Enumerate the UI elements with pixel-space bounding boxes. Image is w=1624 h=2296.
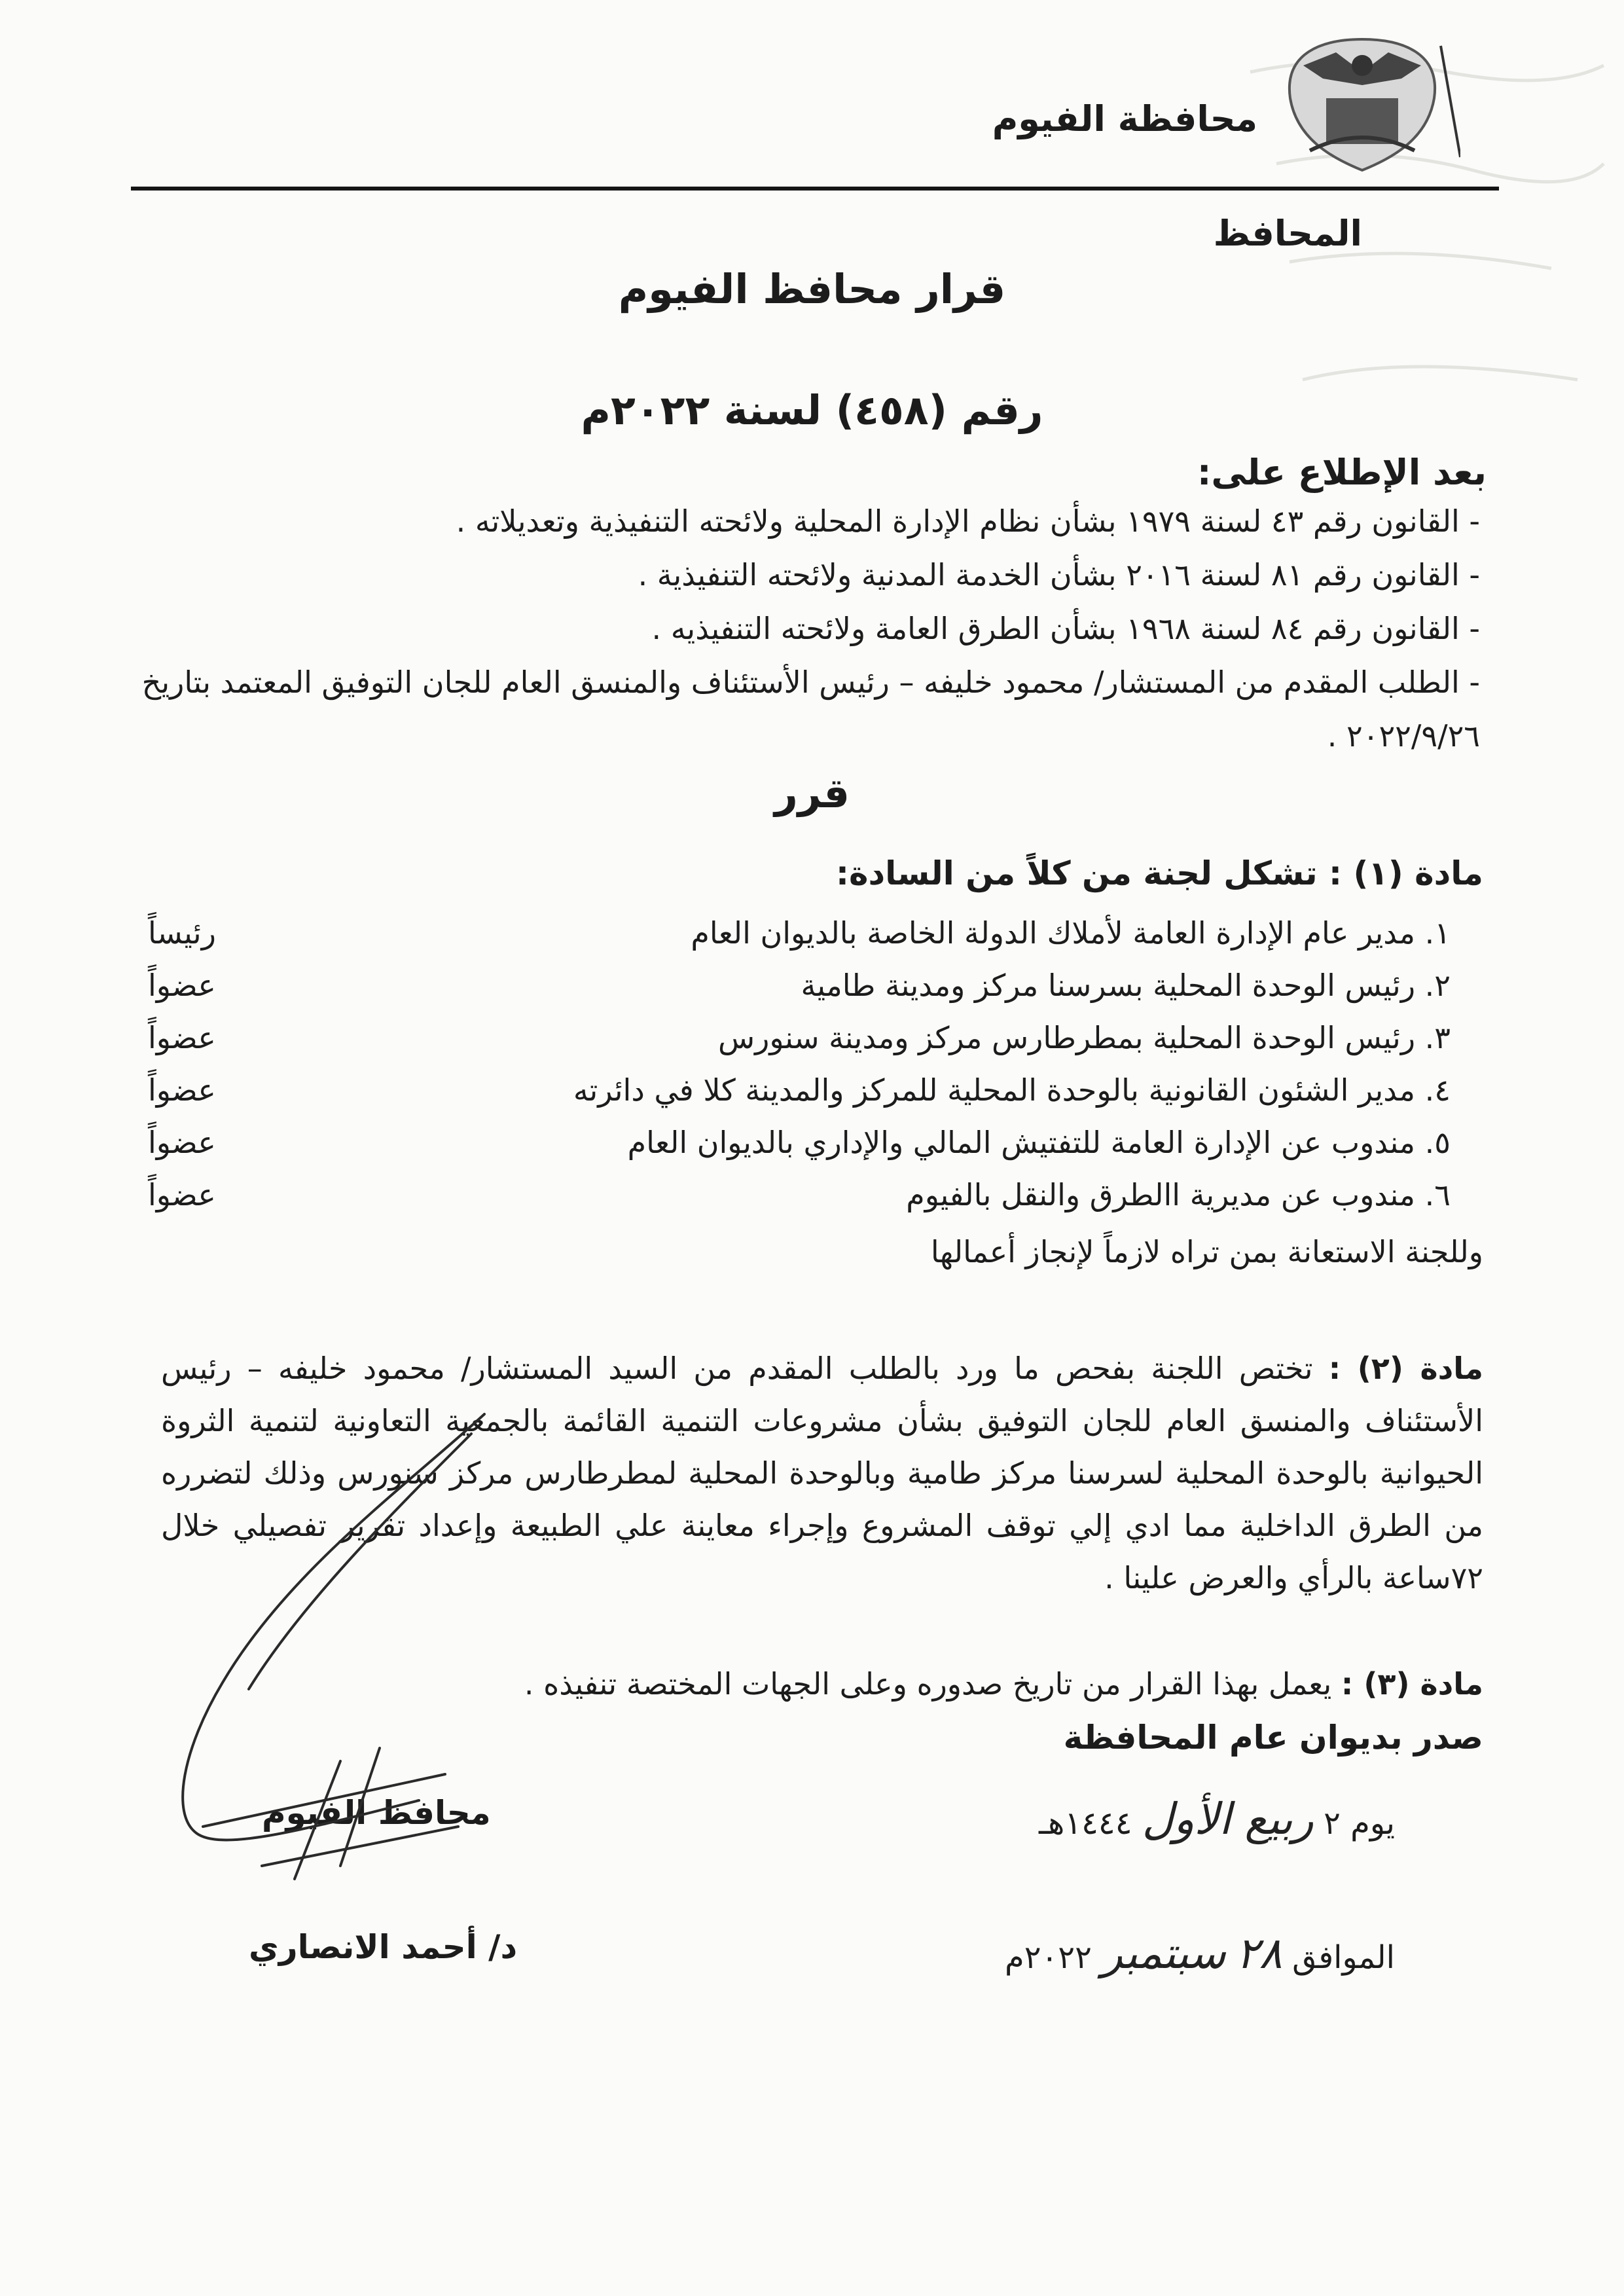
committee-members (141, 907, 1451, 1221)
greg-year: ٢٠٢٢م (1005, 1939, 1092, 1976)
hijri-month-handwritten: ربيع الأول (1142, 1794, 1314, 1844)
decided-heading: قرر (774, 769, 850, 817)
preamble-item: - القانون رقم ٨٤ لسنة ١٩٦٨ بشأن الطرق العامة ولائحته التنفيذيه . (651, 611, 1480, 646)
signatory-title: محافظ الفيوم (262, 1794, 491, 1832)
member-text: ٥. مندوب عن الإدارة العامة للتفتيش المالي والإداري بالديوان العام (627, 1125, 1451, 1160)
decree-number: رقم (٤٥٨) لسنة ٢٠٢٢م (581, 386, 1043, 434)
article-1-heading: مادة (١) : تشكل لجنة من كلاً من السادة: (836, 854, 1483, 892)
governorate-name: محافظة الفيوم (992, 98, 1257, 139)
preamble-item: - القانون رقم ٤٣ لسنة ١٩٧٩ بشأن نظام الإدارة المحلية ولائحته التنفيذية وتعديلاته . (456, 503, 1480, 539)
office-label: المحافظ (1213, 213, 1362, 254)
hijri-date-line (1039, 1794, 1395, 1844)
member-role: عضواً (148, 1020, 216, 1055)
day-label: يوم (1350, 1805, 1395, 1842)
assistance-clause: وللجنة الاستعانة بمن تراه لازماً لإنجاز أعمالها (930, 1234, 1483, 1269)
member-text: ٦. مندوب عن مديرية االطرق والنقل بالفيوم (906, 1177, 1451, 1212)
issued-at: صدر بديوان عام المحافظة (1063, 1719, 1483, 1757)
article-2-label: مادة (٢) : (1328, 1351, 1483, 1386)
member-role: عضواً (148, 1177, 216, 1212)
member-role: عضواً (148, 1125, 216, 1160)
member-row (141, 1169, 1451, 1221)
member-row (141, 907, 1451, 959)
gregorian-date-line (1005, 1928, 1395, 1978)
greg-day-handwritten: ٢٨ (1236, 1928, 1282, 1978)
governorate-emblem (1264, 26, 1460, 183)
member-role: رئيساً (148, 915, 216, 951)
member-row (141, 959, 1451, 1011)
member-text: ٣. رئيس الوحدة المحلية بمطرطارس مركز ومدينة سنورس (717, 1020, 1451, 1055)
member-text: ٢. رئيس الوحدة المحلية بسرسنا مركز ومدينة طامية (801, 968, 1451, 1003)
preamble-list (132, 494, 1480, 763)
member-role: عضواً (148, 1072, 216, 1108)
article-3 (524, 1666, 1483, 1702)
signatory-name: د/ أحمد الانصاري (249, 1928, 518, 1966)
day-number: ٢ (1324, 1805, 1341, 1842)
preamble-item: - الطلب المقدم من المستشار/ محمود خليفه – رئيس الأستئناف والمنسق العام للجان التوفيق المعتمد بتاريخ (141, 665, 1480, 700)
article-2-text: تختص اللجنة بفحص ما ورد بالطلب المقدم من السيد المستشار/ محمود خليفه – رئيس الأستئناف والمنسق العام للجان التوفيق بشأن مشروعات التنمية القائمة بالجمعية التعاونية لتنمية الثروة الحيوانية بالوحدة المحلية لسرسنا مركز طامية وبالوحدة المحلية لمطرطارس مركز سنورس وذلك لتضرره من الطرق الداخلية مما ادي إلي توقف المشروع وإجراء معاينة علي الطبيعة وإعداد تقرير تفصيلي خلال ٧٢ساعة بالرأي والعرض علينا . (161, 1351, 1483, 1595)
preamble-item: ٢٠٢٢/٩/٢٦ . (1327, 718, 1480, 754)
preamble-heading: بعد الإطلاع على: (1197, 452, 1487, 493)
greg-month-handwritten: سبتمبر (1102, 1928, 1226, 1978)
member-text: ١. مدير عام الإدارة العامة لأملاك الدولة الخاصة بالديوان العام (691, 915, 1451, 951)
member-role: عضواً (148, 968, 216, 1003)
preamble-item: - القانون رقم ٨١ لسنة ٢٠١٦ بشأن الخدمة المدنية ولائحته التنفيذية . (638, 557, 1480, 592)
article-3-text: يعمل بهذا القرار من تاريخ صدوره وعلى الجهات المختصة تنفيذه . (524, 1666, 1332, 1702)
member-row (141, 1064, 1451, 1116)
match-label: الموافق (1292, 1939, 1395, 1976)
header-divider (131, 187, 1499, 191)
decree-title: قرار محافظ الفيوم (618, 265, 1006, 313)
member-text: ٤. مدير الشئون القانونية بالوحدة المحلية للمركز والمدينة كلا في دائرته (573, 1072, 1451, 1108)
hijri-year: ١٤٤٤هـ (1038, 1805, 1132, 1842)
handwritten-signature (144, 1408, 569, 1931)
article-3-label: مادة (٣) : (1341, 1666, 1483, 1702)
member-row (141, 1116, 1451, 1169)
member-row (141, 1011, 1451, 1064)
